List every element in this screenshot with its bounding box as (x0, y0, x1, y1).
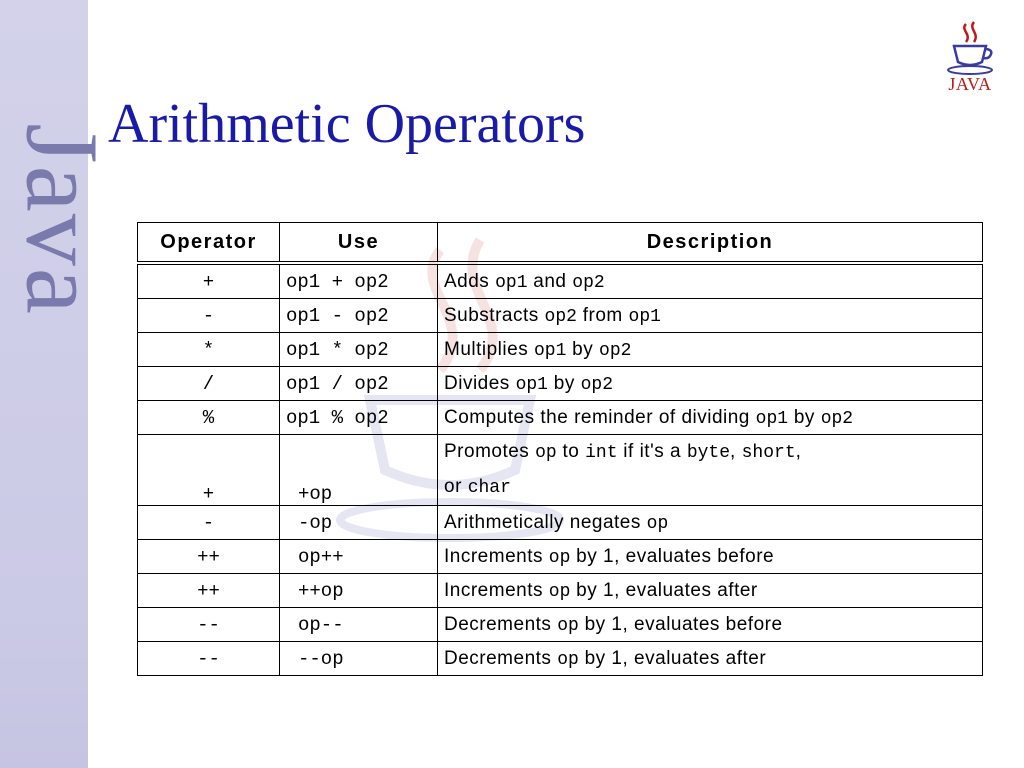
use-cell: -op (280, 506, 438, 540)
sidebar-word: Java (4, 123, 120, 316)
description-cell (438, 574, 983, 608)
code-token: op1 (755, 408, 789, 429)
table-row (138, 367, 983, 401)
use-cell: op-- (280, 608, 438, 642)
description-cell (438, 263, 983, 299)
use-cell: op1 + op2 (280, 263, 438, 299)
use-cell: --op (280, 642, 438, 676)
description-text: Divides (444, 372, 516, 394)
code-token: op (557, 649, 579, 670)
operator-cell: + (138, 263, 280, 299)
code-token: op (548, 547, 571, 568)
description-cell (438, 435, 983, 506)
use-cell: op1 - op2 (280, 299, 438, 333)
operator-cell: * (138, 333, 280, 367)
description-text: by 1, evaluates before (570, 545, 775, 567)
description-text: Multiplies (444, 338, 534, 360)
use-cell: op++ (280, 540, 438, 574)
table-row (138, 333, 983, 367)
operator-cell: ++ (138, 574, 280, 608)
description-text: Adds (444, 270, 496, 292)
use-cell: op1 * op2 (280, 333, 438, 367)
description-text: by (547, 372, 581, 394)
operator-cell: / (138, 367, 280, 401)
use-cell: +op (280, 435, 438, 506)
code-token: op1 (515, 374, 548, 395)
code-token: short (741, 443, 796, 463)
description-text: Increments (444, 545, 549, 567)
code-token: op2 (599, 340, 632, 361)
operators-table (137, 222, 983, 676)
code-token: op2 (580, 374, 614, 395)
code-token: op2 (820, 408, 854, 429)
header-use: Use (280, 223, 438, 264)
description-text: Computes the reminder of dividing (444, 406, 756, 428)
description-cell (438, 299, 983, 333)
description-text: Substracts (444, 304, 545, 326)
description-text: or (444, 476, 468, 497)
header-description: Description (438, 223, 983, 264)
description-text: by (566, 338, 600, 360)
description-cell (438, 608, 983, 642)
header-operator: Operator (138, 223, 280, 264)
operator-cell: -- (138, 642, 280, 676)
operator-cell: ++ (138, 540, 280, 574)
code-token: op1 (533, 340, 567, 361)
operator-cell: - (138, 506, 280, 540)
code-token: byte (686, 443, 731, 463)
table-row (138, 263, 983, 299)
description-text: by 1, evaluates after (578, 647, 767, 669)
description-cell (438, 367, 983, 401)
table-row (138, 574, 983, 608)
description-text: and (527, 270, 573, 292)
description-text: , (795, 441, 802, 462)
description-cell (438, 642, 983, 676)
coffee-cup-icon (938, 20, 1002, 76)
table-row (138, 299, 983, 333)
operator-cell: -- (138, 608, 280, 642)
description-text: Decrements (444, 613, 558, 635)
description-text: by 1, evaluates after (570, 579, 758, 601)
operator-cell: - (138, 299, 280, 333)
code-token: op2 (544, 306, 577, 327)
code-token: op (646, 513, 669, 534)
sidebar-banner (0, 0, 120, 768)
description-text: Increments (444, 579, 549, 601)
code-token: char (467, 478, 511, 498)
description-text: by (788, 406, 821, 428)
page-title: Arithmetic Operators (108, 93, 586, 155)
description-text: to (556, 441, 586, 462)
java-logo (938, 20, 1002, 98)
use-cell: ++op (280, 574, 438, 608)
description-text: , (730, 441, 742, 462)
code-token: op (557, 615, 579, 636)
description-text: from (576, 304, 629, 326)
logo-text: JAVA (948, 74, 992, 94)
table-header-row (138, 223, 983, 264)
table-row (138, 608, 983, 642)
description-text: Arithmetically negates (444, 511, 647, 533)
description-cell (438, 401, 983, 435)
description-cell (438, 333, 983, 367)
use-cell: op1 / op2 (280, 367, 438, 401)
code-token: op1 (495, 272, 528, 293)
description-text: Promotes (444, 441, 536, 462)
use-cell: op1 % op2 (280, 401, 438, 435)
code-token: op2 (572, 272, 605, 293)
code-token: op (548, 581, 571, 602)
description-text: by 1, evaluates before (578, 613, 783, 635)
table-row (138, 540, 983, 574)
description-text: if it's a (617, 441, 687, 462)
table-row (138, 401, 983, 435)
table-row (138, 642, 983, 676)
description-cell (438, 506, 983, 540)
description-text: Decrements (444, 647, 558, 669)
code-token: int (585, 443, 618, 463)
operator-cell: % (138, 401, 280, 435)
description-cell (438, 540, 983, 574)
code-token: op1 (628, 306, 661, 327)
code-token: op (535, 443, 557, 463)
table-row (138, 506, 983, 540)
operator-cell: + (138, 435, 280, 506)
table-row (138, 435, 983, 506)
